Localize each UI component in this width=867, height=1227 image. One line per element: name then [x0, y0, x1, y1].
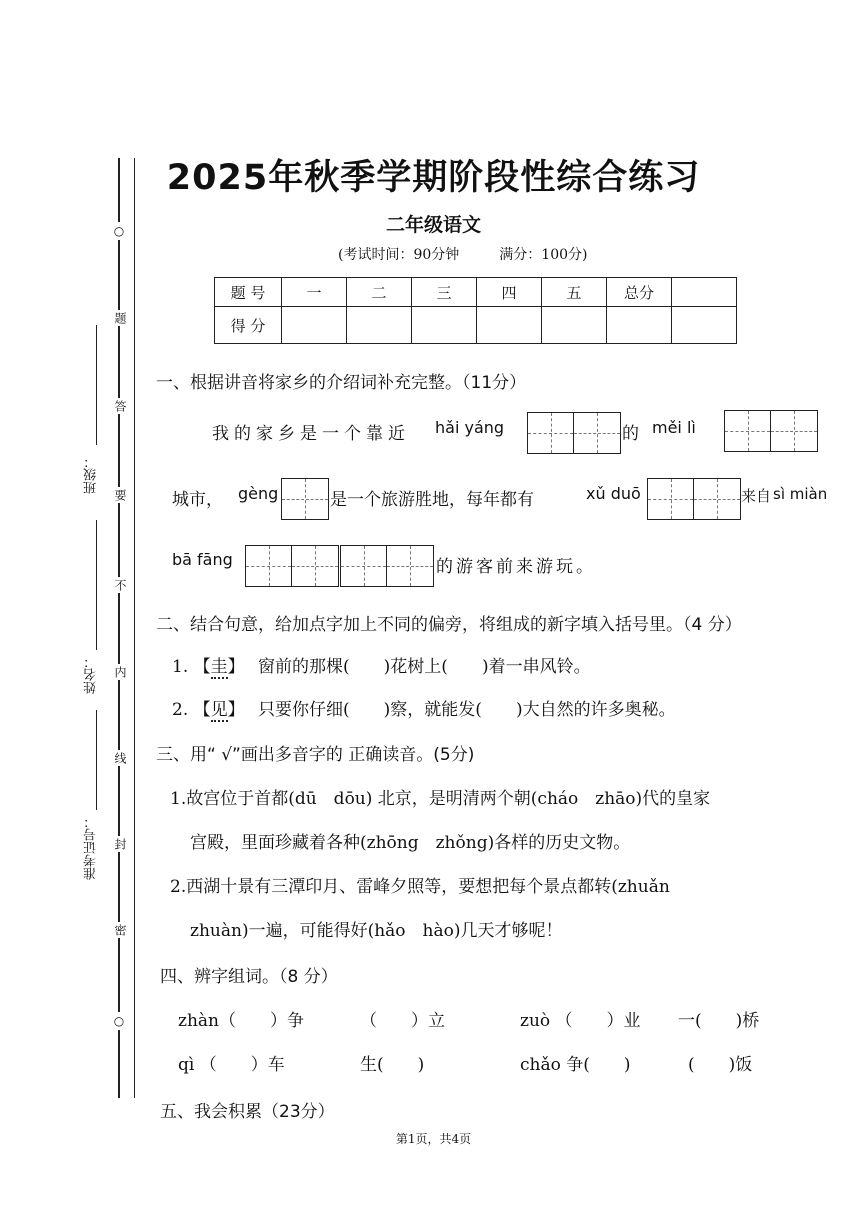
q4-item: 生( ) — [360, 1055, 425, 1075]
class-label: 班级： — [84, 455, 99, 494]
score-header-cell: 二 — [347, 278, 412, 307]
score-cell[interactable] — [412, 307, 477, 344]
q4-item: zhàn（ ）争 — [178, 1011, 304, 1031]
q2-dotted-char: 见 — [210, 700, 228, 720]
name-field-line — [96, 520, 97, 650]
score-header-cell: 三 — [412, 278, 477, 307]
score-header-cell: 一 — [282, 278, 347, 307]
q2-item-1 — [172, 652, 591, 677]
q1-line3-text: 的游客前来游玩。 — [436, 557, 596, 577]
score-cell[interactable] — [672, 307, 737, 344]
q4-item: qì （ ）车 — [178, 1055, 285, 1075]
q1-line2-text: 来自 — [741, 487, 772, 505]
binding-char: 密 — [113, 924, 127, 936]
q3-heading: 三、用“ √”画出多音字的 正确读音。(5分) — [156, 745, 475, 765]
binding-char: 要 — [113, 489, 127, 501]
score-cell[interactable] — [347, 307, 412, 344]
q1-answer-grid[interactable] — [527, 412, 621, 454]
q4-item: 一( )桥 — [678, 1011, 760, 1031]
q1-answer-grid[interactable] — [245, 545, 339, 587]
q1-heading: 一、根据讲音将家乡的介绍词补充完整。（11分） — [156, 373, 527, 393]
q1-pinyin: sì miàn — [773, 485, 828, 503]
q2-bracket: 【 — [193, 657, 211, 677]
q1-line2-text: 是一个旅游胜地，每年都有 — [330, 490, 534, 510]
q4-item: ( )饭 — [688, 1055, 753, 1075]
score-header-cell: 总分 — [607, 278, 672, 307]
score-cell[interactable] — [477, 307, 542, 344]
binding-char: 题 — [113, 312, 127, 324]
page-title: 2025年秋季学期阶段性综合练习 — [166, 158, 701, 198]
binding-char: 答 — [113, 400, 127, 412]
score-cell[interactable] — [542, 307, 607, 344]
q4-item: chǎo 争( ) — [520, 1055, 631, 1075]
q1-line1-text: 我的家乡是一个靠近 — [212, 424, 410, 444]
exam-time: (考试时间：90分钟 — [338, 247, 460, 263]
binding-char: 内 — [113, 666, 127, 678]
exam-info — [338, 244, 587, 264]
q2-bracket: 【 — [193, 700, 211, 720]
q1-pinyin: gèng — [238, 484, 279, 503]
q1-answer-grid[interactable] — [647, 478, 741, 520]
class-field-line — [96, 325, 97, 445]
q2-bracket: 】 — [227, 657, 245, 677]
q2-item-2 — [172, 695, 676, 720]
q5-heading: 五、我会积累（23分） — [160, 1102, 335, 1122]
score-table — [214, 277, 737, 344]
q1-line2-text: 城市， — [172, 490, 223, 510]
q2-item-number: 1. — [172, 657, 189, 677]
q3-line: 1.故宫位于首都(dū dōu) 北京，是明清两个朝(cháo zhāo)代的皇家 — [170, 789, 711, 809]
binding-line — [118, 158, 135, 1098]
exam-id-label: 准考证号： — [84, 815, 99, 880]
q4-item: zuò （ ）业 — [520, 1011, 641, 1031]
q1-pinyin: bā fāng — [172, 550, 233, 569]
score-header-cell: 题 号 — [215, 278, 282, 307]
name-label: 姓名： — [84, 655, 99, 694]
q1-pinyin: měi lì — [652, 418, 696, 437]
q2-dotted-char: 圭 — [210, 657, 228, 677]
score-cell[interactable] — [282, 307, 347, 344]
q1-line1-text: 的 — [622, 424, 639, 444]
q3-line: 宫殿，里面珍藏着各种(zhōng zhǒng)各样的历史文物。 — [190, 833, 631, 853]
q2-item-text: 只要你仔细( )察，就能发( )大自然的许多奥秘。 — [258, 700, 676, 720]
q3-line: 2.西湖十景有三潭印月、雷峰夕照等，要想把每个景点都转(zhuǎn — [170, 877, 670, 897]
q1-answer-grid[interactable] — [724, 410, 818, 452]
binding-mark: ○ — [112, 224, 126, 238]
q2-item-number: 2. — [172, 700, 189, 720]
q2-bracket: 】 — [227, 700, 245, 720]
score-header-cell: 五 — [542, 278, 607, 307]
page-footer: 第1页，共4页 — [395, 1132, 472, 1146]
id-field-line — [96, 710, 97, 810]
binding-mark: ○ — [112, 1014, 126, 1028]
q1-pinyin: xǔ duō — [586, 484, 641, 503]
score-header-cell — [672, 278, 737, 307]
page-subtitle: 二年级语文 — [385, 214, 481, 236]
q1-answer-grid[interactable] — [340, 545, 434, 587]
score-cell[interactable] — [607, 307, 672, 344]
q1-answer-grid[interactable] — [281, 478, 329, 520]
binding-char: 不 — [113, 579, 127, 591]
binding-char: 线 — [113, 752, 127, 764]
q3-line: zhuàn)一遍，可能得好(hǎo hào)几天才够呢！ — [190, 921, 563, 941]
score-row-label: 得 分 — [215, 307, 282, 344]
q1-pinyin: hǎi yáng — [435, 418, 505, 437]
full-score: 满分：100分) — [499, 247, 588, 263]
binding-char: 封 — [113, 838, 127, 850]
q4-heading: 四、辨字组词。（8 分） — [160, 967, 338, 987]
q2-heading: 二、结合句意，给加点字加上不同的偏旁，将组成的新字填入括号里。（4 分） — [156, 615, 742, 635]
q4-item: （ ）立 — [360, 1011, 445, 1031]
score-header-cell: 四 — [477, 278, 542, 307]
q2-item-text: 窗前的那棵( )花树上( )着一串风铃。 — [258, 657, 591, 677]
